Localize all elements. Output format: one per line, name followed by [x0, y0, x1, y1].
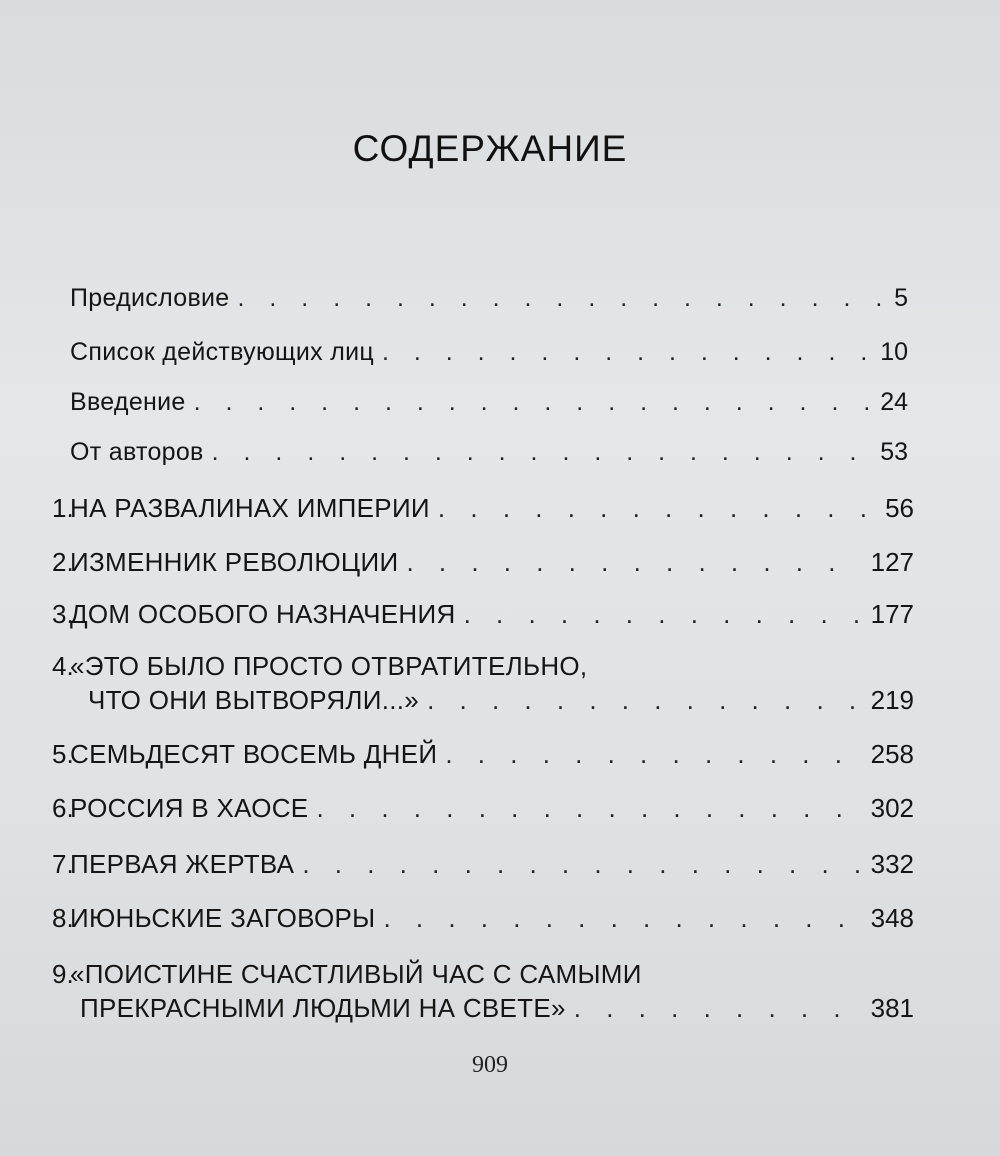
chapter-number: 1.	[52, 493, 74, 523]
toc-entry	[70, 334, 908, 370]
chapter-title-continued: ЧТО ОНИ ВЫТВОРЯЛИ...»	[88, 685, 420, 715]
toc-chapter	[52, 846, 914, 882]
chapter-number: 2.	[52, 547, 74, 577]
toc-entry-page: 53	[880, 438, 908, 466]
toc-chapter	[52, 790, 914, 826]
toc-chapter	[52, 736, 914, 772]
leader-dots	[464, 596, 863, 632]
chapter-number: 8.	[52, 903, 74, 933]
toc-entry-title: Список действующих лиц	[70, 338, 374, 366]
chapter-number: 6.	[52, 793, 74, 823]
chapter-title-continued: ПРЕКРАСНЫМИ ЛЮДЬМИ НА СВЕТЕ»	[80, 993, 566, 1023]
chapter-page: 258	[870, 739, 914, 769]
leader-dots	[212, 434, 873, 470]
chapter-title: ПЕРВАЯ ЖЕРТВА	[70, 849, 295, 879]
toc-chapter	[52, 900, 914, 936]
toc-chapter-line2	[88, 682, 914, 718]
chapter-title: «ПОИСТИНЕ СЧАСТЛИВЫЙ ЧАС С САМЫМИ	[70, 959, 642, 989]
toc-entry-page: 5	[894, 284, 908, 312]
chapter-title: НА РАЗВАЛИНАХ ИМПЕРИИ	[70, 493, 430, 523]
chapter-title: РОССИЯ В ХАОСЕ	[70, 793, 309, 823]
toc-entry	[70, 384, 908, 420]
toc-chapter	[52, 596, 914, 632]
toc-entry-title: От авторов	[70, 438, 204, 466]
leader-dots	[194, 384, 873, 420]
chapter-page: 56	[885, 493, 914, 523]
toc-chapter	[52, 544, 914, 580]
leader-dots	[445, 736, 862, 772]
toc-entry-title: Введение	[70, 388, 186, 416]
chapter-number: 4.	[52, 651, 74, 681]
chapter-page: 219	[870, 685, 914, 715]
leader-dots	[406, 544, 862, 580]
chapter-page: 127	[870, 547, 914, 577]
chapter-title: СЕМЬДЕСЯТ ВОСЕМЬ ДНЕЙ	[70, 739, 438, 769]
leader-dots	[574, 990, 863, 1026]
page-title: СОДЕРЖАНИЕ	[352, 128, 628, 169]
toc-chapter	[52, 490, 914, 526]
page-number: 909	[472, 1052, 508, 1078]
toc-chapter-line1	[52, 956, 914, 992]
leader-dots	[238, 280, 887, 316]
chapter-page: 177	[870, 599, 914, 629]
leader-dots	[383, 900, 862, 936]
leader-dots	[382, 334, 872, 370]
chapter-number: 7.	[52, 849, 74, 879]
chapter-number: 3.	[52, 599, 74, 629]
toc-entry-page: 10	[880, 338, 908, 366]
chapter-title: ДОМ ОСОБОГО НАЗНАЧЕНИЯ	[70, 599, 456, 629]
chapter-title: «ЭТО БЫЛО ПРОСТО ОТВРАТИТЕЛЬНО,	[70, 651, 588, 681]
chapter-page: 348	[870, 903, 914, 933]
toc-entry-title: Предисловие	[70, 284, 230, 312]
toc-entry	[70, 434, 908, 470]
chapter-number: 9.	[52, 959, 74, 989]
chapter-title: ИЗМЕННИК РЕВОЛЮЦИИ	[70, 547, 399, 577]
leader-dots	[438, 490, 877, 526]
chapter-title: ИЮНЬСКИЕ ЗАГОВОРЫ	[70, 903, 376, 933]
toc-chapter-line1	[52, 648, 914, 684]
leader-dots	[427, 682, 863, 718]
chapter-page: 302	[870, 793, 914, 823]
toc-chapter-line2	[80, 990, 914, 1026]
toc-entry-page: 24	[880, 388, 908, 416]
chapter-page: 332	[870, 849, 914, 879]
chapter-number: 5.	[52, 739, 74, 769]
toc-entry	[70, 280, 908, 316]
leader-dots	[302, 846, 862, 882]
leader-dots	[316, 790, 862, 826]
chapter-page: 381	[870, 993, 914, 1023]
